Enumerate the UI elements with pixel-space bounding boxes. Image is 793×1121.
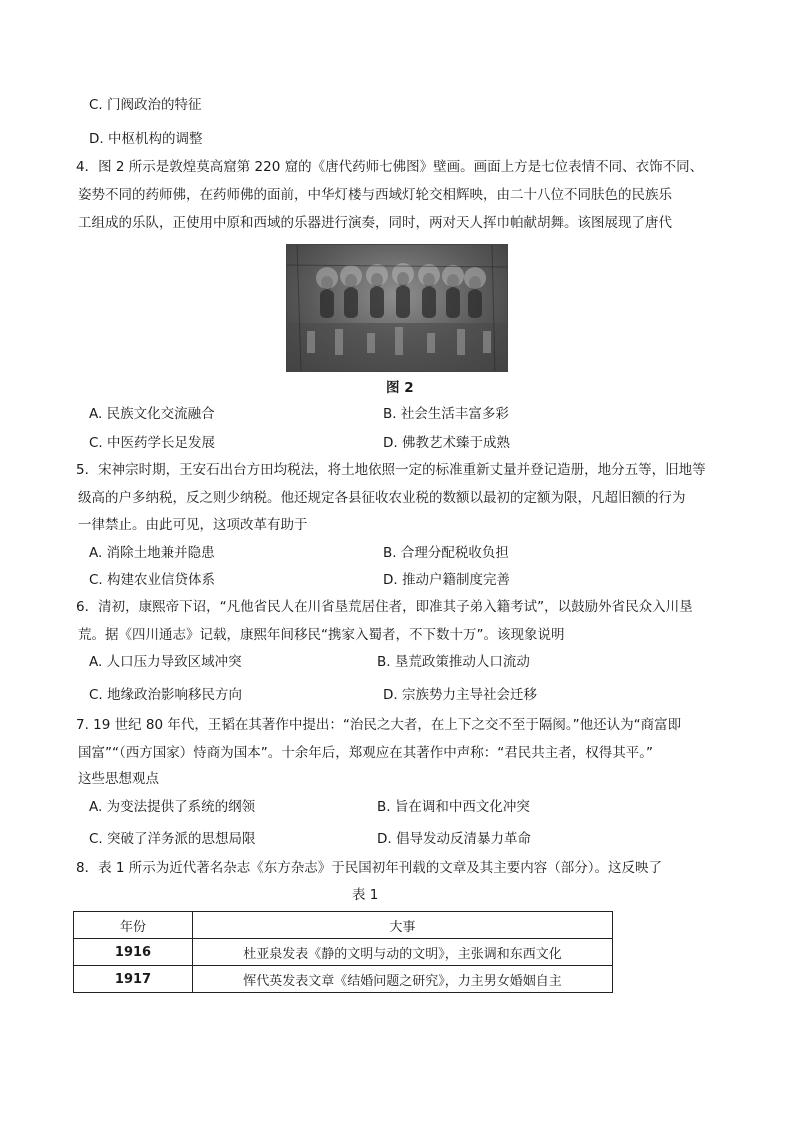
q5-stem-line-1: 5．宋神宗时期，王安石出台方田均税法，将土地依照一定的标准重新丈量并登记造册，地分五等，旧地等 bbox=[76, 462, 706, 478]
q7-option-d: D. 倡导发动反清暴力革命 bbox=[377, 831, 531, 847]
q7-stem-line-2: 国富”“（西方国家）恃商为国本”。十余年后，郑观应在其著作中声称：“君民共主者，权得其平。” bbox=[78, 745, 653, 761]
table-cell-year: 1916 bbox=[74, 939, 193, 966]
q6-option-d: D. 宗族势力主导社会迁移 bbox=[383, 687, 537, 703]
q5-option-b: B. 合理分配税收负担 bbox=[383, 545, 509, 561]
q3-option-c: C. 门阀政治的特征 bbox=[89, 97, 202, 113]
table-header-row bbox=[74, 912, 613, 939]
table-row bbox=[74, 966, 613, 993]
q7-stem-line-3: 这些思想观点 bbox=[78, 771, 159, 787]
q5-option-a: A. 消除土地兼并隐患 bbox=[89, 545, 215, 561]
table-1-caption: 表 1 bbox=[352, 887, 379, 903]
table-cell-event: 杜亚泉发表《静的文明与动的文明》，主张调和东西文化 bbox=[193, 939, 613, 966]
q6-stem-line-1: 6．清初，康熙帝下诏，“凡他省民人在川省垦荒居住者，即准其子弟入籍考试”，以鼓励外省民众入川垦 bbox=[76, 599, 693, 615]
q4-stem-line-2: 姿势不同的药师佛，在药师佛的面前，中华灯楼与西域灯轮交相辉映，由二十八位不同肤色的民族乐 bbox=[78, 187, 672, 203]
q4-stem-line-3: 工组成的乐队，正使用中原和西域的乐器进行演奏，同时，两对天人挥巾帕献胡舞。该图展现了唐代 bbox=[78, 215, 672, 231]
q6-stem-line-2: 荒。据《四川通志》记载，康熙年间移民“携家入蜀者，不下数十万”。该现象说明 bbox=[78, 627, 565, 643]
q7-option-b: B. 旨在调和中西文化冲突 bbox=[377, 799, 530, 815]
q4-stem-line-1: 4．图 2 所示是敦煌莫高窟第 220 窟的《唐代药师七佛图》壁画。画面上方是七位表情不同、衣饰不同、 bbox=[76, 159, 704, 175]
q5-option-c: C. 构建农业信贷体系 bbox=[89, 572, 216, 588]
q8-stem-line: 8．表 1 所示为近代著名杂志《东方杂志》于民国初年刊载的文章及其主要内容（部分）。这反映了 bbox=[76, 860, 663, 876]
mural-image bbox=[286, 244, 508, 372]
q4-option-d: D. 佛教艺术臻于成熟 bbox=[383, 435, 510, 451]
table-cell-year: 1917 bbox=[74, 966, 193, 993]
table-header-event: 大事 bbox=[193, 912, 613, 939]
q7-option-c: C. 突破了洋务派的思想局限 bbox=[89, 831, 256, 847]
q5-stem-line-3: 一律禁止。由此可见，这项改革有助于 bbox=[78, 517, 308, 533]
q4-option-c: C. 中医药学长足发展 bbox=[89, 435, 216, 451]
q4-option-b: B. 社会生活丰富多彩 bbox=[383, 406, 509, 422]
table-cell-event: 恽代英发表文章《结婚问题之研究》，力主男女婚姻自主 bbox=[193, 966, 613, 993]
q6-option-c: C. 地缘政治影响移民方向 bbox=[89, 687, 243, 703]
q5-stem-line-2: 级高的户多纳税，反之则少纳税。他还规定各县征收农业税的数额以最初的定额为限，凡超旧额的行为 bbox=[78, 490, 686, 506]
events-table bbox=[73, 911, 613, 993]
q7-stem-line-1: 7. 19 世纪 80 年代，王韬在其著作中提出：“治民之大者，在上下之交不至于隔阂。”他还认为“商富即 bbox=[76, 717, 682, 733]
q3-option-d: D. 中枢机构的调整 bbox=[89, 131, 203, 147]
q4-option-a: A. 民族文化交流融合 bbox=[89, 406, 215, 422]
q5-option-d: D. 推动户籍制度完善 bbox=[383, 572, 510, 588]
q6-option-a: A. 人口压力导致区域冲突 bbox=[89, 654, 242, 670]
table-header-year: 年份 bbox=[74, 912, 193, 939]
table-row bbox=[74, 939, 613, 966]
buddha-figures-illustration bbox=[287, 245, 507, 371]
figure-2-caption: 图 2 bbox=[386, 380, 414, 396]
q7-option-a: A. 为变法提供了系统的纲领 bbox=[89, 799, 256, 815]
q6-option-b: B. 垦荒政策推动人口流动 bbox=[377, 654, 530, 670]
